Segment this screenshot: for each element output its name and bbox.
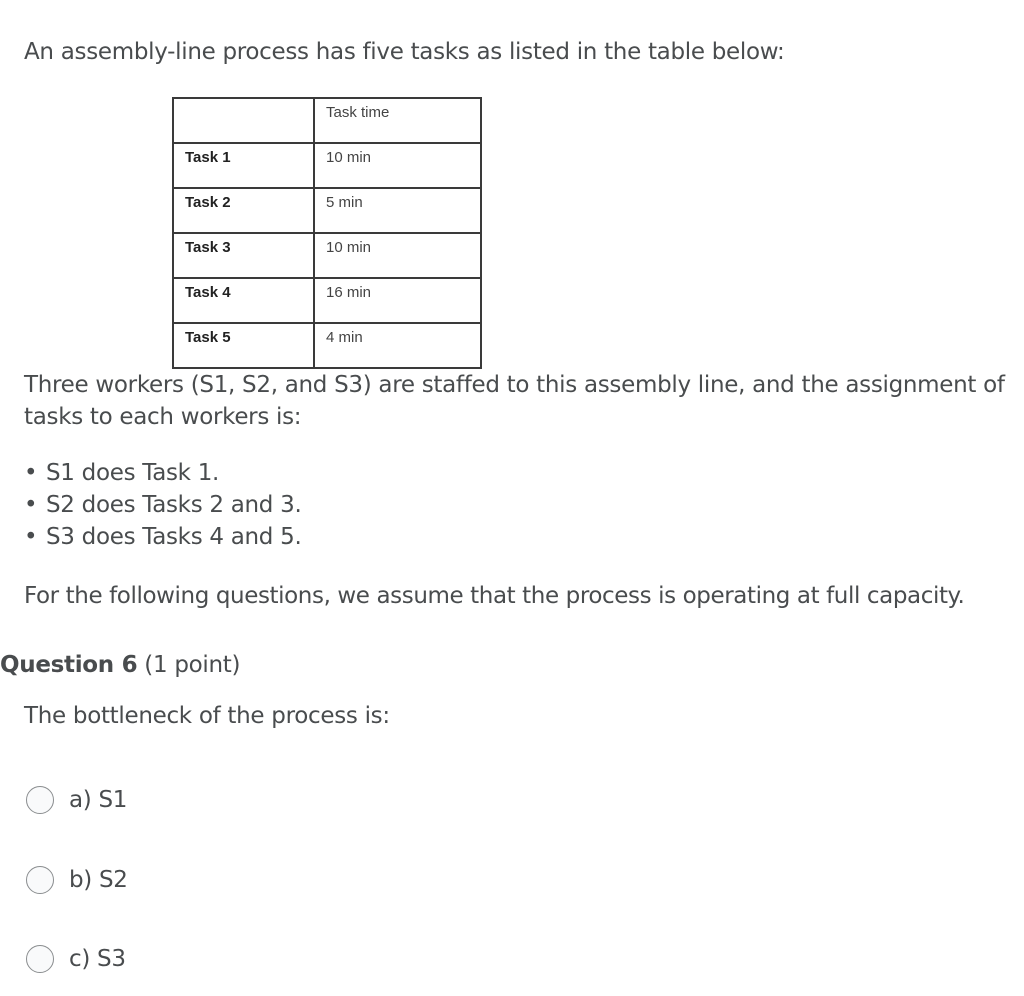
- task-name-cell: Task 2: [173, 188, 314, 233]
- question-text: The bottleneck of the process is:: [24, 703, 390, 729]
- task-name-cell: Task 4: [173, 278, 314, 323]
- task-name-cell: Task 3: [173, 233, 314, 278]
- task-time-table: [172, 97, 482, 369]
- answer-option-c[interactable]: [26, 942, 126, 976]
- assignment-list: [24, 457, 301, 553]
- option-label: b) S2: [69, 867, 128, 893]
- table-header-cell: [173, 98, 314, 143]
- task-name-cell: Task 1: [173, 143, 314, 188]
- assumption-text: For the following questions, we assume that the process is operating at full capacity.: [24, 583, 965, 609]
- task-time-cell: 16 min: [314, 278, 481, 323]
- table-row: [173, 143, 481, 188]
- staffing-text: Three workers (S1, S2, and S3) are staffed to this assembly line, and the assignment of tasks to each workers is:: [24, 372, 1005, 430]
- task-time-cell: 4 min: [314, 323, 481, 368]
- task-time-cell: 5 min: [314, 188, 481, 233]
- table-row: [173, 278, 481, 323]
- option-label: c) S3: [69, 946, 126, 972]
- table-header-row: [173, 98, 481, 143]
- list-item: • S1 does Task 1.: [24, 457, 301, 489]
- task-name-cell: Task 5: [173, 323, 314, 368]
- option-label: a) S1: [69, 787, 128, 813]
- answer-option-b[interactable]: [26, 863, 128, 897]
- table-header-cell: Task time: [314, 98, 481, 143]
- radio-button[interactable]: [26, 945, 54, 973]
- question-title: Question 6: [0, 652, 138, 678]
- answer-option-a[interactable]: [26, 783, 127, 817]
- table-row: [173, 323, 481, 368]
- table-row: [173, 233, 481, 278]
- table-row: [173, 188, 481, 233]
- question-header: [0, 649, 240, 681]
- question-points: (1 point): [144, 652, 241, 678]
- task-time-cell: 10 min: [314, 233, 481, 278]
- radio-button[interactable]: [26, 786, 54, 814]
- list-item: • S3 does Tasks 4 and 5.: [24, 521, 301, 553]
- task-time-cell: 10 min: [314, 143, 481, 188]
- radio-button[interactable]: [26, 866, 54, 894]
- intro-text: An assembly-line process has five tasks as listed in the table below:: [24, 39, 785, 65]
- list-item: • S2 does Tasks 2 and 3.: [24, 489, 301, 521]
